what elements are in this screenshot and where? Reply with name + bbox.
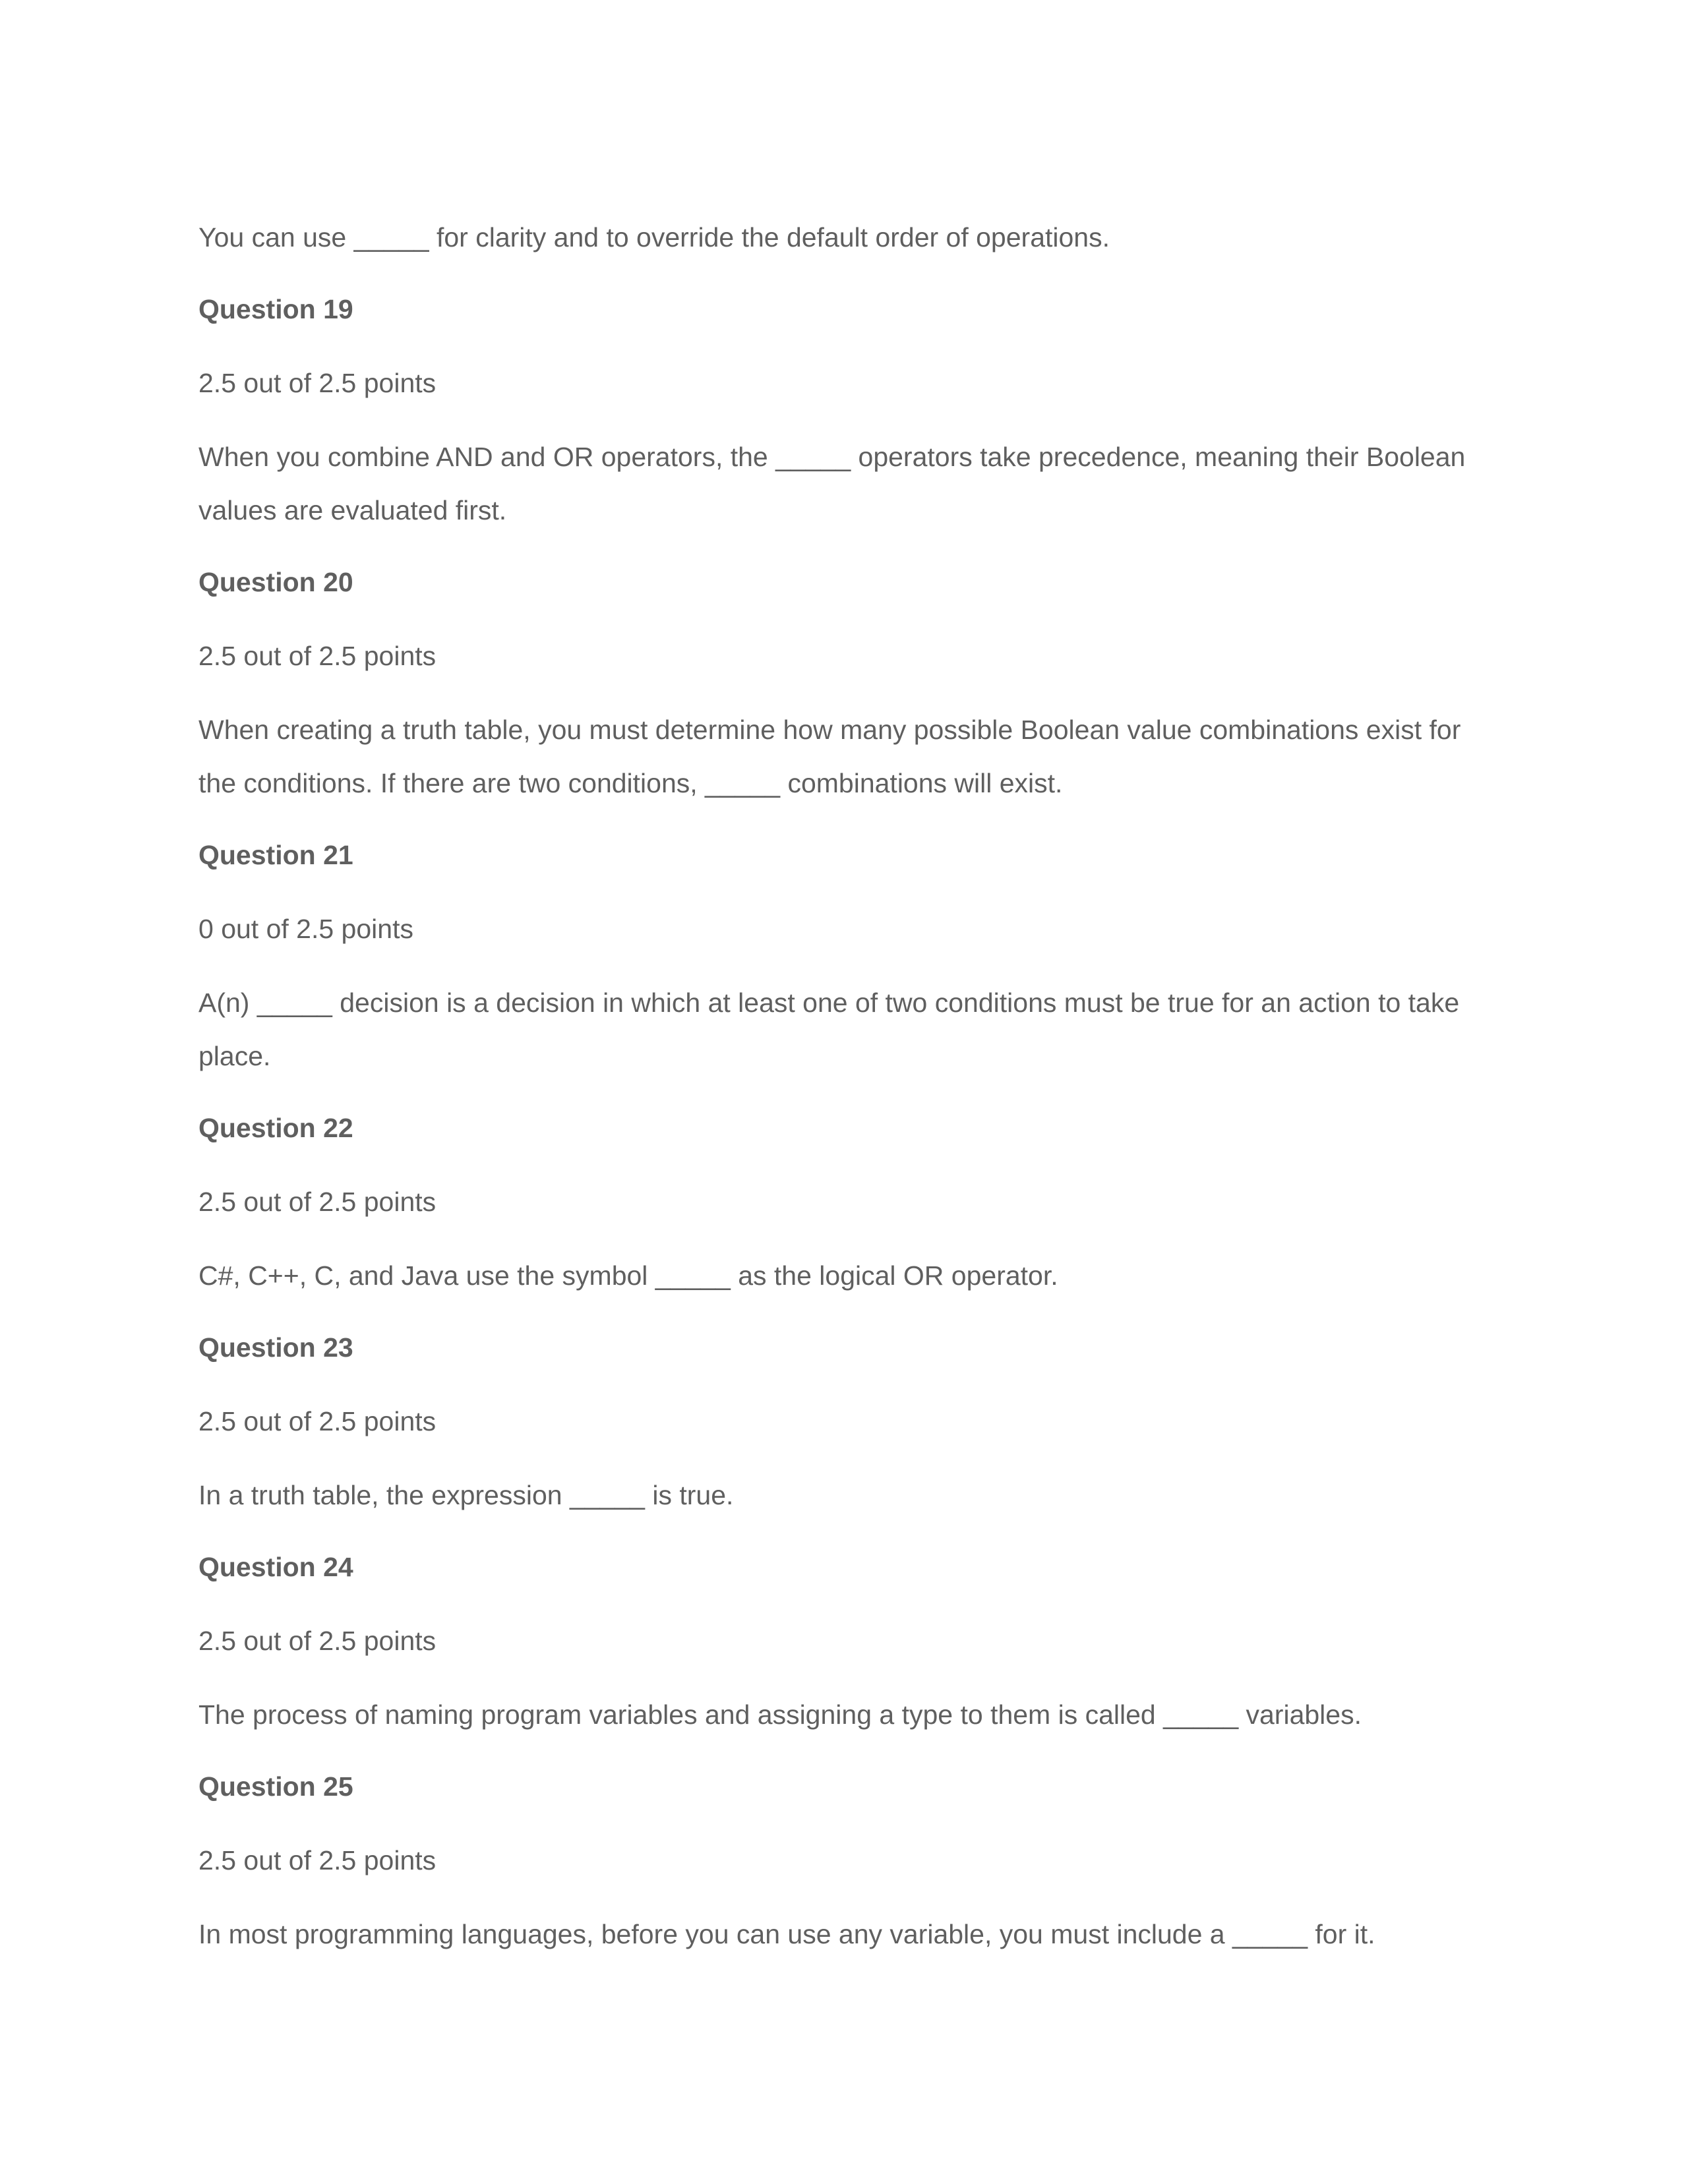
question-score: 2.5 out of 2.5 points xyxy=(198,368,437,398)
question-heading: Question 25 xyxy=(198,1771,353,1802)
question-block xyxy=(198,829,1491,1083)
question-text: The process of naming program variables and assigning a type to them is called _____ variables. xyxy=(198,1699,1362,1730)
question-text: A(n) _____ decision is a decision in which at least one of two conditions must be true for an action to take place. xyxy=(198,988,1460,1071)
question-text: When you combine AND and OR operators, the _____ operators take precedence, meaning their Boolean values are evaluated first. xyxy=(198,442,1466,525)
question-score: 2.5 out of 2.5 points xyxy=(198,1406,437,1436)
question-score: 0 out of 2.5 points xyxy=(198,914,413,944)
question-block xyxy=(198,1541,1491,1742)
question-heading: Question 22 xyxy=(198,1113,353,1143)
question-score: 2.5 out of 2.5 points xyxy=(198,1187,437,1217)
question-heading: Question 23 xyxy=(198,1332,353,1363)
document-content xyxy=(198,211,1491,1980)
question-block xyxy=(198,556,1491,810)
question-text: In most programming languages, before you can use any variable, you must include a _____ for it. xyxy=(198,1919,1375,1949)
question-heading: Question 21 xyxy=(198,840,353,870)
question-block xyxy=(198,283,1491,537)
question-text: When creating a truth table, you must determine how many possible Boolean value combinations exist for the conditions. If there are two conditions, _____ combinations will exist. xyxy=(198,715,1461,798)
question-score: 2.5 out of 2.5 points xyxy=(198,641,437,671)
question-block xyxy=(198,1321,1491,1522)
question-block xyxy=(198,1760,1491,1961)
question-score: 2.5 out of 2.5 points xyxy=(198,1626,437,1656)
intro-question-text: You can use _____ for clarity and to override the default order of operations. xyxy=(198,222,1110,252)
question-block xyxy=(198,1102,1491,1303)
question-text: C#, C++, C, and Java use the symbol _____ as the logical OR operator. xyxy=(198,1260,1058,1291)
question-text: In a truth table, the expression _____ is true. xyxy=(198,1480,734,1510)
question-heading: Question 19 xyxy=(198,294,353,324)
question-heading: Question 24 xyxy=(198,1552,353,1582)
question-score: 2.5 out of 2.5 points xyxy=(198,1845,437,1875)
question-heading: Question 20 xyxy=(198,567,353,597)
